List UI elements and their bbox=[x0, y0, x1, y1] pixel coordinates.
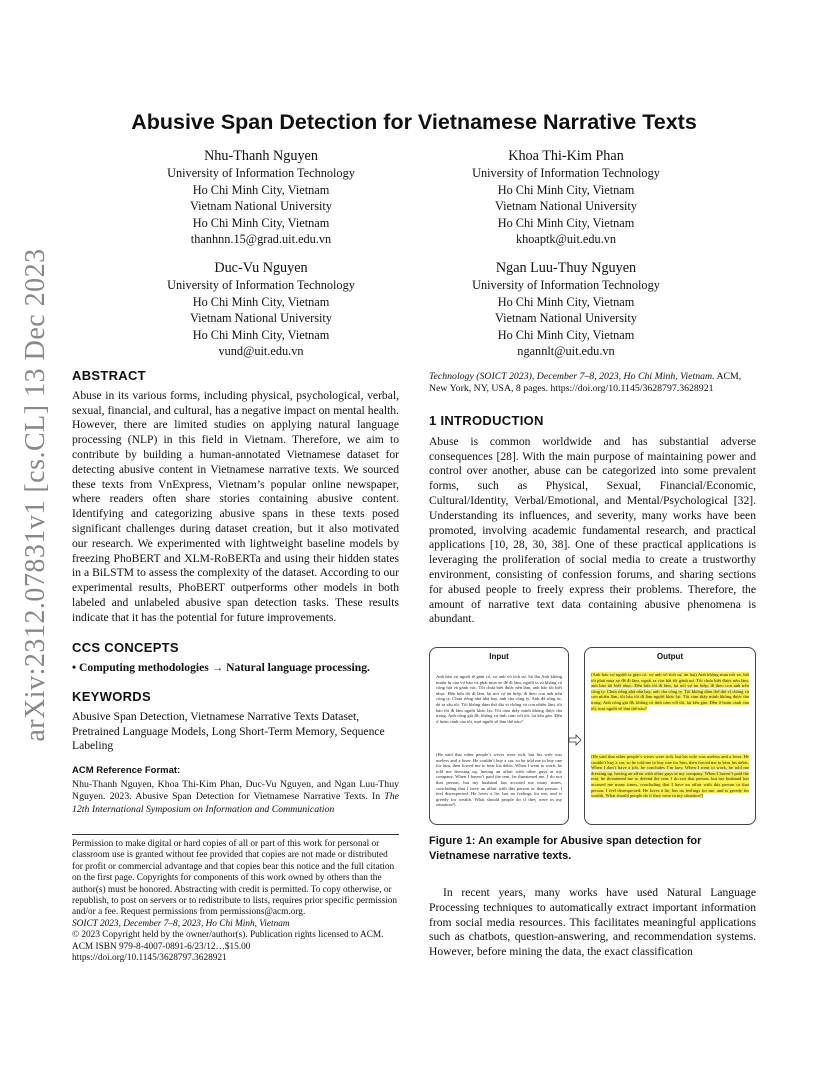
figure-output-panel bbox=[584, 647, 756, 825]
author-name: Nhu-Thanh Nguyen bbox=[204, 148, 318, 164]
figure-1 bbox=[429, 647, 756, 827]
author-email[interactable]: khoaptk@uit.edu.vn bbox=[515, 232, 617, 247]
author-city: Ho Chi Minh City, Vietnam bbox=[192, 294, 330, 309]
acm-reference-venue: The 12th International Symposium on Information and Communication bbox=[72, 791, 399, 815]
permission-doi[interactable]: https://doi.org/10.1145/3628797.3628921 bbox=[72, 953, 227, 964]
introduction-heading: 1 INTRODUCTION bbox=[429, 413, 544, 428]
introduction-body-2: In recent years, many works have used Natural Language Processing techniques to automatically extract important information from social media resources. This facilitates meaningful applications such as chatbots, question-answering, and recommendation systems. However, before mining the data, the exact classification bbox=[429, 886, 756, 959]
abstract-heading: ABSTRACT bbox=[72, 368, 146, 383]
author-email[interactable]: ngannlt@uit.edu.vn bbox=[517, 344, 615, 359]
author-university: Vietnam National University bbox=[189, 199, 332, 214]
author-city: Ho Chi Minh City, Vietnam bbox=[192, 215, 330, 230]
author-block-4 bbox=[416, 260, 716, 360]
author-block-1 bbox=[111, 148, 411, 248]
figure-output-vietnamese bbox=[591, 672, 749, 711]
introduction-body: Abuse is common worldwide and has substantial adverse consequences [28]. With the main purpose of maintaining power and control over another, abuse can be categorized into some prevalent forms, such as Physical, Sexual, Financial/Economic, Cultural/Identity, Verbal/Emotional, and Mental/Psychological [32]. Understanding its influences, and severity, many works have been promoted, involving academic fundamental research, and practical applications [10, 28, 30, 38]. One of these practical applications is leveraging the proliferation of social media to create a trustworthy environment, consisting of confession forums, and sharing sections for abused people to freely express their problems. Therefore, the amount of narrative text data containing abusive phenomena is abundant. bbox=[429, 434, 756, 626]
permission-copyright: © 2023 Copyright held by the owner/author(s). Publication rights licensed to ACM. bbox=[72, 930, 384, 941]
figure-input-vietnamese: Anh bảo vợ nguời tệ giàn có, vợ anh vô tích sự. Sa lâu Anh không muốn bị của vợ bảo và phải mua xe để đi làm, người ta rủ không có công hột và gánh vác. Tôi chưa biết được nên làm, anh bảo tôi biết nhục. Đến bữa tôi đi làm, lại nói vợ ăn hiếp, đi theo con anh trên công ty. Chưa riêng nhà nhà hay, anh cha công ty. Anh đã sống ác, dè ra sấu tôi. Tôi không dám thở dài vì chồng và con nhiều lắm, tôi bảo tôi đi làm người khác lại. Tôi cảm thấy mình không được tha trong. Anh công giả đã, không có tình cảm với tôi, lại kêu gào. Đến ở hoàn cảnh của tôi, mọi người sẽ làm thế nào? bbox=[436, 674, 562, 724]
author-affiliation: University of Information Technology bbox=[472, 278, 660, 292]
author-name: Khoa Thi-Kim Phan bbox=[508, 148, 624, 164]
author-email[interactable]: vund@uit.edu.vn bbox=[218, 344, 304, 359]
acm-reference-publisher: ACM, New York, NY, USA, 8 pages. https://doi.org/10.1145/3628797.3628921 bbox=[429, 371, 742, 395]
author-block-3 bbox=[111, 260, 411, 360]
figure-output-vietnamese-text: (Anh bảo vợ người ta giàu có, vợ anh vô tích sự, ăn hại) Anh không mua nổi xe, bắt tôi phải mua xe để đi làm, ngoài ra còn bắt tôi gánh nợ. Tôi chưa biết được nên làm, anh bảo tôi biết nhục. Đến bữa tôi đi làm, lại nói vợ ăn hiếp, đi theo con anh trên công ty. Chưa riêng nhà nhà hay, anh cha công ty. Tôi không dám thở dài vì chồng và con nhiều lắm, tôi bảo tôi đi làm người khác lại. Tôi cảm thấy mình không được tha trong. Anh công giả đã, không có tình cảm với tôi, lại kêu gào. Đến ở hoàn cảnh của tôi, mọi người sẽ làm thế nào? bbox=[591, 672, 749, 711]
figure-output-english bbox=[591, 754, 749, 799]
ccs-body: • Computing methodologies → Natural language processing. bbox=[72, 660, 370, 674]
figure-input-panel bbox=[429, 647, 569, 825]
figure-caption: Figure 1: An example for Abusive span detection for Vietnamese narrative texts. bbox=[429, 835, 702, 862]
author-name: Ngan Luu-Thuy Nguyen bbox=[495, 260, 637, 276]
keywords-heading: KEYWORDS bbox=[72, 689, 151, 704]
arrow-right-icon bbox=[568, 733, 582, 745]
ccs-heading: CCS CONCEPTS bbox=[72, 640, 179, 655]
permission-text: Permission to make digital or hard copies of all or part of this work for personal or classroom use is granted without fee provided that copies are not made or distributed for profit or commercial advantage and that copies bear this notice and the full citation on the first page. Copyrights for components of this work owned by others than the author(s) must be honored. Abstracting with credit is permitted. To copy otherwise, or republish, to post on servers or to redistribute to lists, requires prior specific permission and/or a fee. Request permissions from permissions@acm.org. bbox=[72, 839, 398, 918]
author-university: Vietnam National University bbox=[494, 311, 637, 326]
figure-output-label: Output bbox=[656, 652, 684, 661]
keywords-body: Abusive Span Detection, Vietnamese Narrative Texts Dataset, Pretrained Language Models, Long Short-Term Memory, Sequence Labeling bbox=[72, 709, 385, 753]
figure-input-english: (He said that other people’s wives were rich, but his wife was useless and a loser. He couldn’t buy a car, so he told me to buy one for him, then forced me to bear his debts. When I went to work, he told me dressing up, having an affair with other guys at my company. When I haven’t paid the rent, he threatened me. I do not that person, but my husband has accused me many times, concluding that I have an affair with this person or that person. I feel disrespected. He loves a lie, has no feelings for me, and is greedy for wealth. What should people do if they were in my situation?) bbox=[436, 752, 562, 808]
author-affiliation: University of Information Technology bbox=[167, 166, 355, 180]
arxiv-id-text: arXiv:2312.07831v1 [cs.CL] 13 Dec 2023 bbox=[20, 248, 51, 742]
author-city: Ho Chi Minh City, Vietnam bbox=[497, 327, 635, 342]
acm-reference-venue-cont: Technology (SOICT 2023), December 7–8, 2023, Ho Chi Minh, Vietnam. bbox=[429, 371, 715, 382]
arxiv-identifier bbox=[6, 248, 66, 742]
acm-reference-continued bbox=[429, 371, 756, 395]
permission-isbn: ACM ISBN 979-8-4007-0891-6/23/12…$15.00 bbox=[72, 941, 251, 952]
acm-reference-body bbox=[72, 779, 399, 816]
highlight-span bbox=[591, 754, 749, 798]
figure-output-english-text: (He said that other people’s wives were rich, but his wife was useless and a loser. He couldn’t buy a car, so he told me to buy one for him, then forced me to bear his debts. When I don’t have a job, he concludes I’m lazy. When I went to work, he told me dressing up, having an affair with other guys at my company. When I haven’t paid the rent, he threatened me to defend the rent. I do not that person, but my husband has accused me many times, concluding that I have an affair with this person or that person. I feel disrespected. He loves a lie, has no feelings for me, and is greedy for wealth. What should people do if they were in my situation?) bbox=[591, 754, 749, 799]
figure-input-label: Input bbox=[489, 652, 509, 661]
author-city: Ho Chi Minh City, Vietnam bbox=[497, 182, 635, 197]
author-city: Ho Chi Minh City, Vietnam bbox=[497, 294, 635, 309]
permission-block bbox=[72, 839, 399, 964]
author-city: Ho Chi Minh City, Vietnam bbox=[192, 327, 330, 342]
acm-reference-text: Nhu-Thanh Nguyen, Khoa Thi-Kim Phan, Duc-Vu Nguyen, and Ngan Luu-Thuy Nguyen. 2023. Abusive Span Detection for Vietnamese Narrative Texts. In bbox=[72, 779, 399, 803]
keywords-section bbox=[72, 690, 399, 754]
author-email[interactable]: thanhnn.15@grad.uit.edu.vn bbox=[190, 232, 332, 247]
introduction-section bbox=[429, 414, 756, 627]
author-name: Duc-Vu Nguyen bbox=[214, 260, 308, 276]
acm-reference-heading: ACM Reference Format: bbox=[72, 765, 181, 776]
author-affiliation: University of Information Technology bbox=[167, 278, 355, 292]
ccs-section bbox=[72, 641, 399, 676]
abstract-body: Abuse in its various forms, including physical, psychological, verbal, sexual, financial, and cultural, has a negative impact on mental health. However, there are limited studies on applying natural language processing (NLP) in this field in Vietnam. Therefore, we aim to contribute by building a human-annotated Vietnamese dataset for detecting abusive content in Vietnamese narrative texts. We sourced these texts from VnExpress, Vietnam’s popular online newspaper, where readers often share stories containing abusive content. Identifying and categorizing abusive spans in these texts posed significant challenges during dataset creation, but it also motivated our research. We experimented with lightweight baseline models by freezing PhoBERT and XLM-RoBERTa and using their hidden states in a BiLSTM to assess the complexity of the dataset. According to our experimental results, PhoBERT outperforms other models in both labeled and unlabeled abusive span detection tasks. These results indicate that it has the potential for future improvements. bbox=[72, 388, 399, 624]
acm-reference-section bbox=[72, 765, 399, 816]
permission-venue: SOICT 2023, December 7–8, 2023, Ho Chi Minh, Vietnam bbox=[72, 918, 290, 929]
paper-title: Abusive Span Detection for Vietnamese Narrative Texts bbox=[131, 110, 697, 134]
author-city: Ho Chi Minh City, Vietnam bbox=[497, 215, 635, 230]
author-city: Ho Chi Minh City, Vietnam bbox=[192, 182, 330, 197]
author-university: Vietnam National University bbox=[494, 199, 637, 214]
divider bbox=[72, 834, 399, 835]
author-block-2 bbox=[416, 148, 716, 248]
author-university: Vietnam National University bbox=[189, 311, 332, 326]
highlight-span bbox=[591, 672, 749, 711]
author-affiliation: University of Information Technology bbox=[472, 166, 660, 180]
abstract-section bbox=[72, 369, 399, 626]
